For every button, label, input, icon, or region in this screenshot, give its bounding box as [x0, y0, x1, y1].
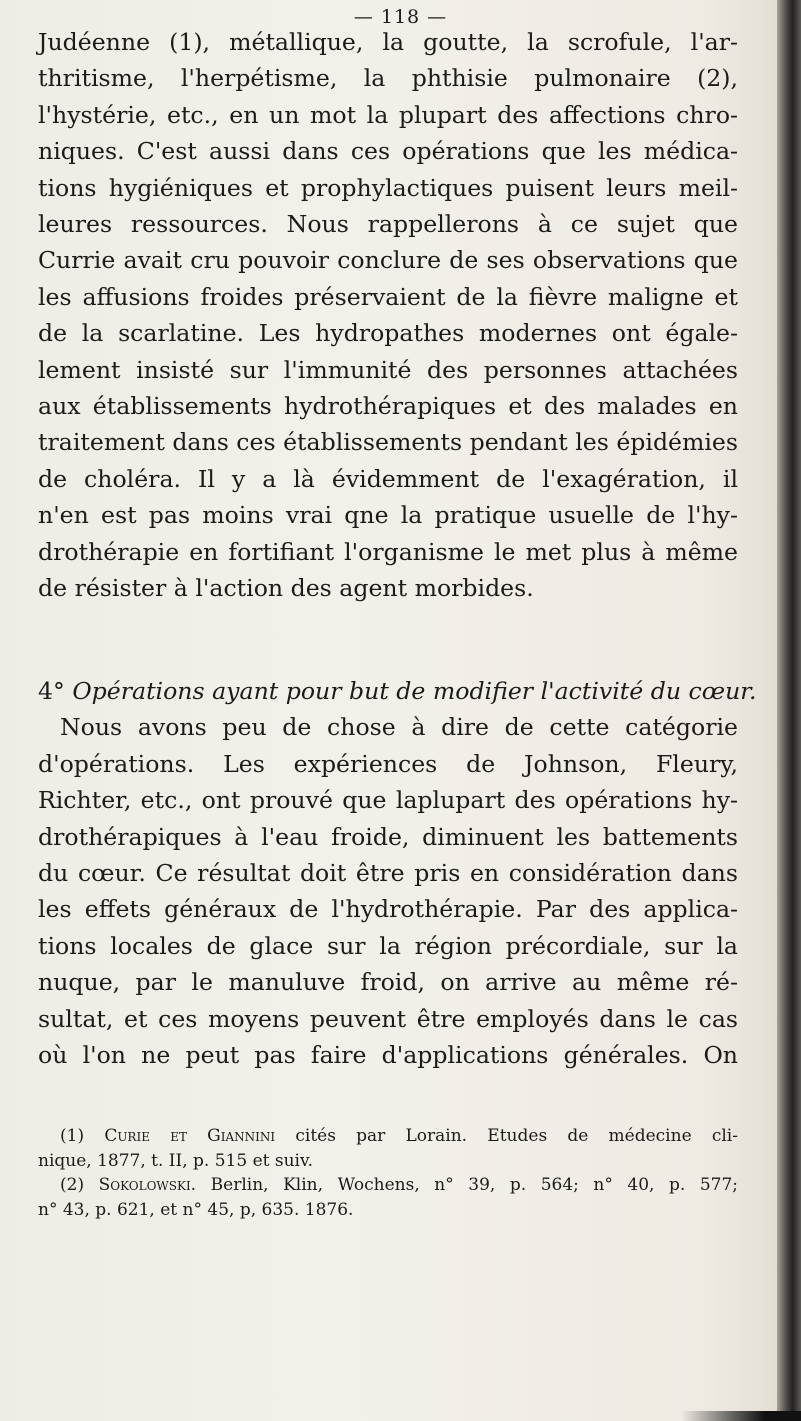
text-line: nuque, par le manuluve froid, on arrive au même ré- — [38, 968, 738, 997]
text-line: du cœur. Ce résultat doit être pris en considération dans — [38, 859, 738, 888]
text-line: tions hygiéniques et prophylactiques puisent leurs meil- — [38, 173, 738, 202]
text-line: tions locales de glace sur la région précordiale, sur la — [38, 931, 738, 960]
text-line: de choléra. Il y a là évidemment de l'exagération, il — [38, 464, 738, 493]
footnote-1-continued: nique, 1877, t. II, p. 515 et suiv. — [38, 1150, 313, 1171]
text-line: drothérapiques à l'eau froide, diminuent les battements — [38, 822, 738, 851]
page-number: — 118 — — [353, 6, 448, 28]
footnote-1 — [38, 1124, 738, 1149]
text-line: sultat, et ces moyens peuvent être employés dans le cas — [38, 1004, 738, 1033]
text-line: thritisme, l'herpétisme, la phthisie pulmonaire (2), — [38, 64, 738, 93]
footnote-marker: (1) — [60, 1126, 85, 1146]
page-corner-shadow — [681, 1411, 801, 1421]
footnote-marker: (2) — [60, 1175, 85, 1195]
footnote-text: cités par Lorain. Etudes de médecine cli- — [295, 1126, 738, 1146]
footnote-text: Berlin, Klin, Wochens, n° 39, p. 564; n° 40, p. 577; — [210, 1175, 739, 1195]
footnote-author: Sokolowski. — [98, 1175, 197, 1195]
book-spine-shadow — [777, 0, 801, 1421]
section-heading — [38, 673, 757, 709]
text-line: les affusions froides préservaient de la fièvre maligne et — [38, 282, 738, 311]
text-line: les effets généraux de l'hydrothérapie. Par des applica- — [38, 895, 738, 924]
footnote-2-continued: n° 43, p. 621, et n° 45, p, 635. 1876. — [38, 1199, 354, 1220]
footnote-author: Curie — [104, 1126, 150, 1146]
text-line: de résister à l'action des agent morbides. — [38, 574, 534, 603]
footnotes — [38, 1124, 738, 1222]
text-line: niques. C'est aussi dans ces opérations que les médica- — [38, 137, 738, 166]
section-4 — [38, 673, 757, 1073]
paragraph-1 — [38, 24, 738, 607]
text-line: l'hystérie, etc., en un mot la plupart des affections chro- — [38, 100, 738, 129]
text-line: Nous avons peu de chose à dire de cette catégorie — [60, 713, 738, 742]
text-line: aux établissements hydrothérapiques et des malades en — [38, 392, 738, 421]
section-title: Opérations ayant pour but de modifier l'activité du cœur. — [72, 677, 757, 705]
text-line: de la scarlatine. Les hydropathes modernes ont égale- — [38, 319, 738, 348]
text-line: où l'on ne peut pas faire d'applications générales. On — [38, 1041, 738, 1070]
footnote-2 — [38, 1173, 738, 1198]
text-line: leures ressources. Nous rappellerons à ce sujet que — [38, 210, 738, 239]
section-number: 4° — [38, 677, 65, 705]
footnote-author: Giannini — [207, 1126, 276, 1146]
footnote-conjunction: et — [170, 1126, 187, 1146]
text-line: Richter, etc., ont prouvé que laplupart des opérations hy- — [38, 786, 738, 815]
text-line: Currie avait cru pouvoir conclure de ses observations que — [38, 246, 738, 275]
text-line: Judéenne (1), métallique, la goutte, la scrofule, l'ar- — [38, 28, 738, 56]
text-line: d'opérations. Les expériences de Johnson, Fleury, — [38, 749, 738, 778]
text-line: traitement dans ces établissements pendant les épidémies — [38, 428, 738, 457]
text-line: n'en est pas moins vrai qne la pratique usuelle de l'hy- — [38, 501, 738, 530]
text-line: lement insisté sur l'immunité des personnes attachées — [38, 355, 738, 384]
text-line: drothérapie en fortifiant l'organisme le met plus à même — [38, 537, 738, 566]
